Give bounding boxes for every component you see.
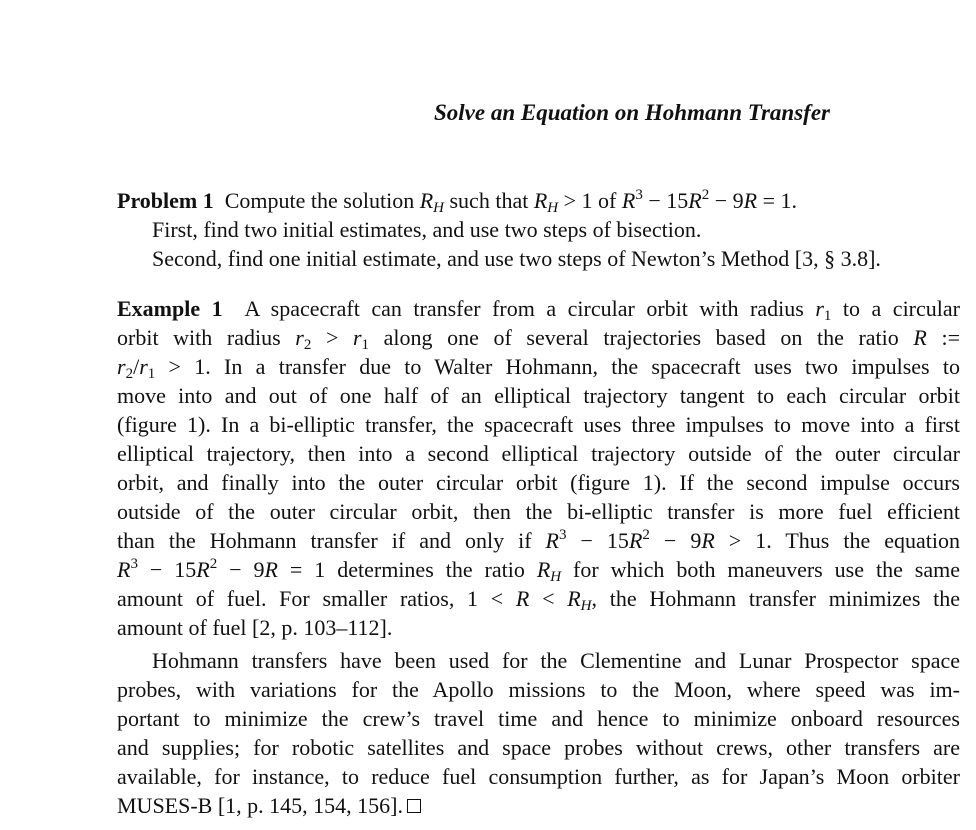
example-line: probes, with variations for the Apollo missions to the Moon, where speed was im- <box>117 677 960 702</box>
example-line-last <box>117 791 421 820</box>
example-line: elliptical trajectory, then into a second elliptical trajectory outside of the outer circular <box>117 441 960 466</box>
problem-statement: Compute the solution $R_H$ such that $R_H > 1$ of $R^3 - 15R^2 - 9R = 1$. <box>224 187 797 216</box>
example-line: amount of fuel [2, p. 103–112]. <box>117 615 393 640</box>
example-line: outside of the outer circular orbit, then the bi-elliptic transfer is more fuel efficient <box>117 499 960 524</box>
problem-line-3: Second, find one initial estimate, and use two steps of Newton’s Method [3, § 3.8]. <box>152 246 881 271</box>
example-line: than the Hohmann transfer if and only if $R^3 - 15R^2 - 9R > 1$. Thus the equation <box>117 527 960 553</box>
problem-line-1 <box>117 186 797 215</box>
qed-square-icon <box>407 799 421 813</box>
example-line: portant to minimize the crew’s travel time and hence to minimize onboard resources <box>117 706 960 731</box>
example-line: available, for instance, to reduce fuel consumption further, as for Japan’s Moon orbiter <box>117 764 960 789</box>
example-line: move into and out of one half of an elliptical trajectory tangent to each circular orbit <box>117 383 960 408</box>
example-line: orbit, and finally into the outer circular orbit (figure 1). If the second impulse occurs <box>117 470 960 495</box>
example-line: and supplies; for robotic satellites and space probes without crews, other transfers are <box>117 735 960 760</box>
example-line: (figure 1). In a bi-elliptic transfer, the spacecraft uses three impulses to move into a first <box>117 412 960 437</box>
example-line: $r_2/r_1 > 1$. In a transfer due to Walter Hohmann, the spacecraft uses two impulses to <box>117 354 960 382</box>
page-title: Solve an Equation on Hohmann Transfer <box>434 100 830 125</box>
example-text: A spacecraft can transfer from a circular orbit with radius $r_1$ to a circular <box>244 296 960 324</box>
problem-label: Problem 1 <box>117 188 214 213</box>
example-line <box>117 294 960 323</box>
example-line: orbit with radius $r_2 > r_1$ along one of several trajectories based on the ratio R := <box>117 325 960 353</box>
example-line: Hohmann transfers have been used for the Clementine and Lunar Prospector space <box>152 648 960 673</box>
example-line: amount of fuel. For smaller ratios, $1 < R < R_H$, the Hohmann transfer minimizes the <box>117 586 960 614</box>
example-line: $R^3 - 15R^2 - 9R = 1$ determines the ratio $R_H$ for which both maneuvers use the same <box>117 556 960 585</box>
problem-line-2: First, find two initial estimates, and use two steps of bisection. <box>152 217 702 242</box>
example-text: MUSES-B [1, p. 145, 154, 156]. <box>117 793 404 818</box>
example-label: Example 1 <box>117 296 223 321</box>
